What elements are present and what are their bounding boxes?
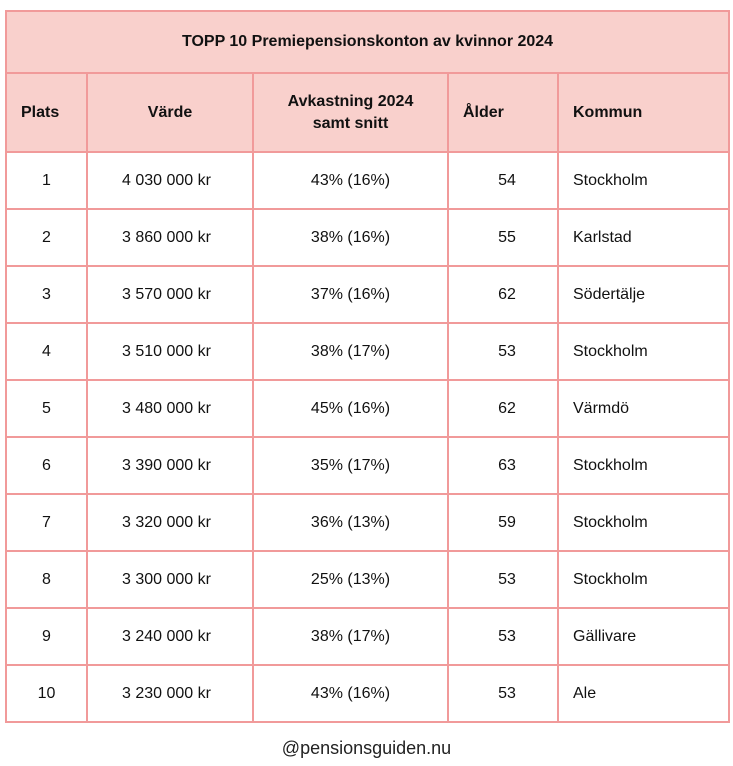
column-header-avkastning-line1: Avkastning 2024 — [287, 92, 414, 110]
cell-kommun: Stockholm — [558, 437, 729, 494]
cell-plats: 9 — [6, 608, 87, 665]
cell-kommun: Värmdö — [558, 380, 729, 437]
cell-plats: 8 — [6, 551, 87, 608]
cell-varde: 3 240 000 kr — [87, 608, 253, 665]
column-header-avkastning-line2: samt snitt — [312, 114, 389, 132]
cell-avkastning: 37% (16%) — [253, 266, 448, 323]
cell-varde: 3 320 000 kr — [87, 494, 253, 551]
cell-avkastning: 25% (13%) — [253, 551, 448, 608]
cell-alder: 54 — [448, 152, 558, 209]
cell-avkastning: 36% (13%) — [253, 494, 448, 551]
table-row — [6, 608, 729, 665]
cell-varde: 3 510 000 kr — [87, 323, 253, 380]
cell-plats: 1 — [6, 152, 87, 209]
cell-plats: 7 — [6, 494, 87, 551]
cell-alder: 63 — [448, 437, 558, 494]
table-row — [6, 437, 729, 494]
pension-table — [5, 10, 730, 723]
footer-handle: @pensionsguiden.nu — [281, 738, 452, 758]
cell-varde: 3 860 000 kr — [87, 209, 253, 266]
cell-kommun: Stockholm — [558, 152, 729, 209]
cell-varde: 3 300 000 kr — [87, 551, 253, 608]
column-header-alder: Ålder — [448, 73, 558, 152]
title-row — [6, 11, 729, 73]
cell-alder: 53 — [448, 323, 558, 380]
cell-kommun: Stockholm — [558, 551, 729, 608]
cell-avkastning: 45% (16%) — [253, 380, 448, 437]
cell-plats: 6 — [6, 437, 87, 494]
column-header-kommun: Kommun — [558, 73, 729, 152]
cell-avkastning: 38% (17%) — [253, 323, 448, 380]
table-row — [6, 209, 729, 266]
cell-varde: 3 570 000 kr — [87, 266, 253, 323]
cell-alder: 53 — [448, 608, 558, 665]
cell-varde: 3 230 000 kr — [87, 665, 253, 722]
cell-avkastning: 43% (16%) — [253, 152, 448, 209]
table-row — [6, 152, 729, 209]
cell-plats: 3 — [6, 266, 87, 323]
cell-kommun: Karlstad — [558, 209, 729, 266]
cell-alder: 62 — [448, 380, 558, 437]
table-row — [6, 551, 729, 608]
cell-avkastning: 43% (16%) — [253, 665, 448, 722]
cell-plats: 5 — [6, 380, 87, 437]
cell-kommun: Gällivare — [558, 608, 729, 665]
column-header-avkastning — [253, 73, 448, 152]
cell-plats: 10 — [6, 665, 87, 722]
cell-plats: 4 — [6, 323, 87, 380]
cell-avkastning: 35% (17%) — [253, 437, 448, 494]
cell-alder: 53 — [448, 665, 558, 722]
cell-kommun: Ale — [558, 665, 729, 722]
table-row — [6, 494, 729, 551]
cell-kommun: Södertälje — [558, 266, 729, 323]
cell-alder: 53 — [448, 551, 558, 608]
column-header-plats: Plats — [6, 73, 87, 152]
table-row — [6, 665, 729, 722]
cell-avkastning: 38% (16%) — [253, 209, 448, 266]
header-row — [6, 73, 729, 152]
cell-plats: 2 — [6, 209, 87, 266]
cell-varde: 3 390 000 kr — [87, 437, 253, 494]
cell-varde: 4 030 000 kr — [87, 152, 253, 209]
cell-alder: 55 — [448, 209, 558, 266]
cell-alder: 62 — [448, 266, 558, 323]
cell-varde: 3 480 000 kr — [87, 380, 253, 437]
table-row — [6, 323, 729, 380]
column-header-varde: Värde — [87, 73, 253, 152]
cell-avkastning: 38% (17%) — [253, 608, 448, 665]
table-row — [6, 266, 729, 323]
cell-kommun: Stockholm — [558, 494, 729, 551]
table-row — [6, 380, 729, 437]
cell-kommun: Stockholm — [558, 323, 729, 380]
table-title: TOPP 10 Premiepensionskonton av kvinnor 2024 — [6, 11, 729, 73]
cell-alder: 59 — [448, 494, 558, 551]
